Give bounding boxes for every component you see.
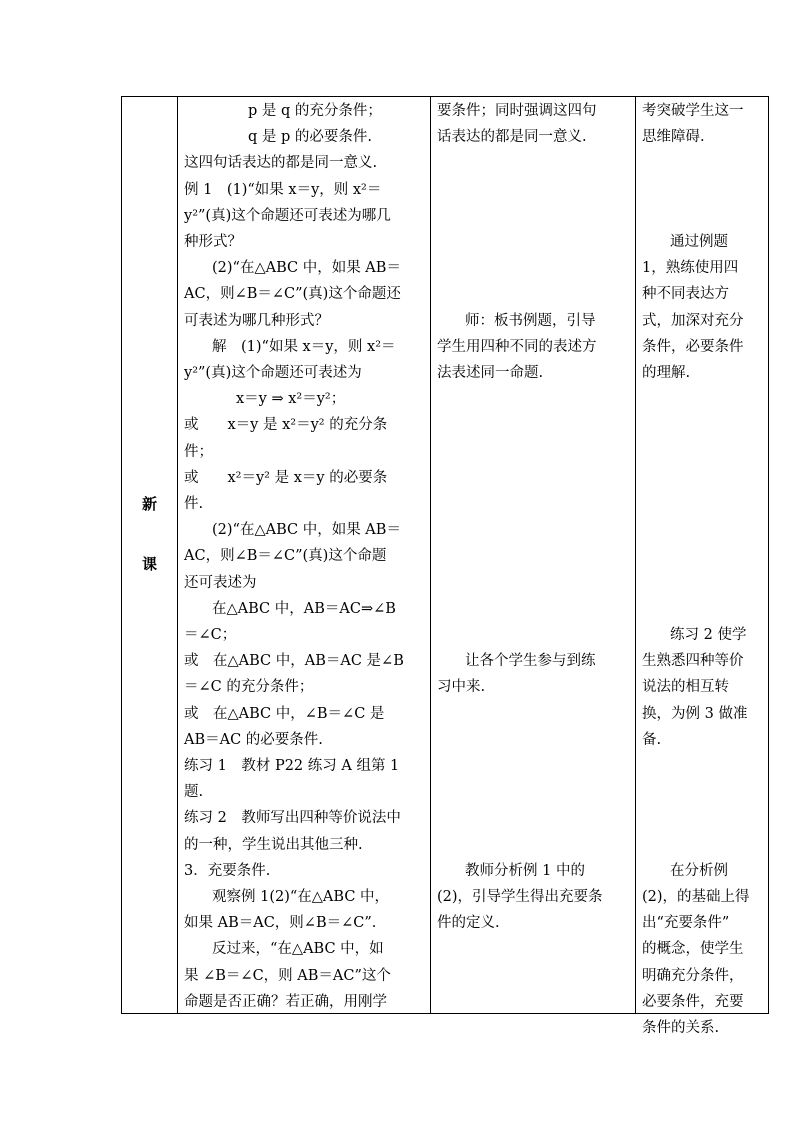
text-line: 反过来，“在△ABC 中，如 [212,941,384,958]
section-cell [122,97,178,1014]
text-line: AC，则∠B＝∠C”(真)这个命题 [184,548,387,565]
text-line: 在△ABC 中，AB＝AC⇒∠B [212,600,396,617]
text-line: 备. [642,731,662,748]
text-line: 的一种，学生说出其他三种. [184,836,363,853]
text-line: 练习 2 教师写出四种等价说法中 [184,810,401,827]
text-line: 件； [184,443,213,460]
teacher-activity-cell [431,97,636,1014]
design-intent-cell [636,97,769,1036]
text-line: 出“充要条件” [642,915,730,932]
section-label-char: 课 [141,555,157,573]
text-line: (2)“在△ABC 中，如果 AB＝ [212,522,401,539]
text-line: AC，则∠B＝∠C”(真)这个命题还 [184,286,401,303]
text-line: 条件，必要条件 [642,338,744,355]
text-line: ＝∠C； [184,627,237,643]
table-row [122,97,769,1014]
text-line: (2)“在△ABC 中，如果 AB＝ [212,260,401,277]
content-column [178,97,430,1013]
text-line: (2)，引导学生得出充要条 [437,889,603,905]
text-line: 1，熟练使用四 [642,260,739,277]
text-line: 件的定义. [437,915,500,932]
text-line: 学生用四种不同的表述方 [437,338,597,355]
text-line: q 是 p 的必要条件. [248,129,372,146]
text-line: 的概念，使学生 [642,941,744,958]
text-line: 教师分析例 1 中的 [465,862,585,879]
text-line: 可表述为哪几种形式？ [184,312,329,329]
text-line: 话表达的都是同一意义. [437,129,587,146]
design-intent-column [636,97,768,1036]
text-line: (2)，的基础上得 [642,889,750,905]
text-line: 考突破学生这一 [642,103,744,119]
text-line: 条件的关系. [642,1020,720,1036]
text-line: p 是 q 的充分条件； [248,103,382,119]
text-line: 通过例题 [670,234,728,250]
text-line: 说法的相互转 [642,679,729,696]
text-line: 果 ∠B＝∠C，则 AB＝AC”这个 [184,967,391,984]
text-line: 解 (1)“如果 x＝y，则 x²＝ [212,338,396,355]
text-line: 练习 1 教材 P22 练习 A 组第 1 [184,758,400,774]
text-line: 或 在△ABC 中，∠B＝∠C 是 [184,705,385,722]
text-line: 要条件；同时强调这四句 [437,103,597,119]
lesson-plan-table [121,96,769,1036]
text-line: AB＝AC 的必要条件. [184,731,323,748]
text-line: 种形式？ [184,234,242,250]
text-line: 还可表述为 [184,574,257,591]
text-line: 让各个学生参与到练 [465,653,596,670]
text-line: 例 1 (1)“如果 x＝y，则 x²＝ [184,181,382,198]
text-line: 换，为例 3 做准 [642,705,748,722]
text-line: 题. [184,784,204,801]
section-label-char: 新 [141,495,157,513]
text-line: 式，加深对充分 [642,312,744,329]
text-line: y²”(真)这个命题还可表述为哪几 [184,207,391,224]
text-line: 3．充要条件. [184,862,271,879]
text-line: 生熟悉四种等价 [642,653,744,670]
text-line: y²”(真)这个命题还可表述为 [184,365,362,381]
text-line: 这四句话表达的都是同一意义. [184,155,378,172]
text-line: 思维障碍. [642,129,705,146]
text-line: 命题是否正确？若正确，用刚学 [184,993,387,1010]
text-line: 必要条件，充要 [642,993,744,1010]
content-cell [178,97,431,1014]
text-line: 的理解. [642,365,691,381]
text-line: 种不同表达方 [642,286,729,303]
text-line: 或 在△ABC 中，AB＝AC 是∠B [184,653,404,670]
text-line: 练习 2 使学 [670,627,747,643]
text-line: 法表述同一命题. [437,365,544,381]
text-line: 或 x＝y 是 x²＝y² 的充分条 [184,417,388,434]
text-line: x＝y ⇒ x²＝y²； [236,391,346,408]
text-line: 在分析例 [670,862,728,879]
text-line: 明确充分条件， [642,967,744,984]
text-line: ＝∠C 的充分条件； [184,679,314,696]
text-line: 师：板书例题，引导 [465,312,596,329]
text-line: 观察例 1(2)“在△ABC 中， [212,889,390,905]
teacher-activity-column [431,97,635,1013]
text-line: 习中来. [437,679,486,696]
text-line: 或 x²＝y² 是 x＝y 的必要条 [184,469,388,486]
text-line: 件. [184,496,204,512]
text-line: 如果 AB＝AC，则∠B＝∠C”. [184,915,377,932]
